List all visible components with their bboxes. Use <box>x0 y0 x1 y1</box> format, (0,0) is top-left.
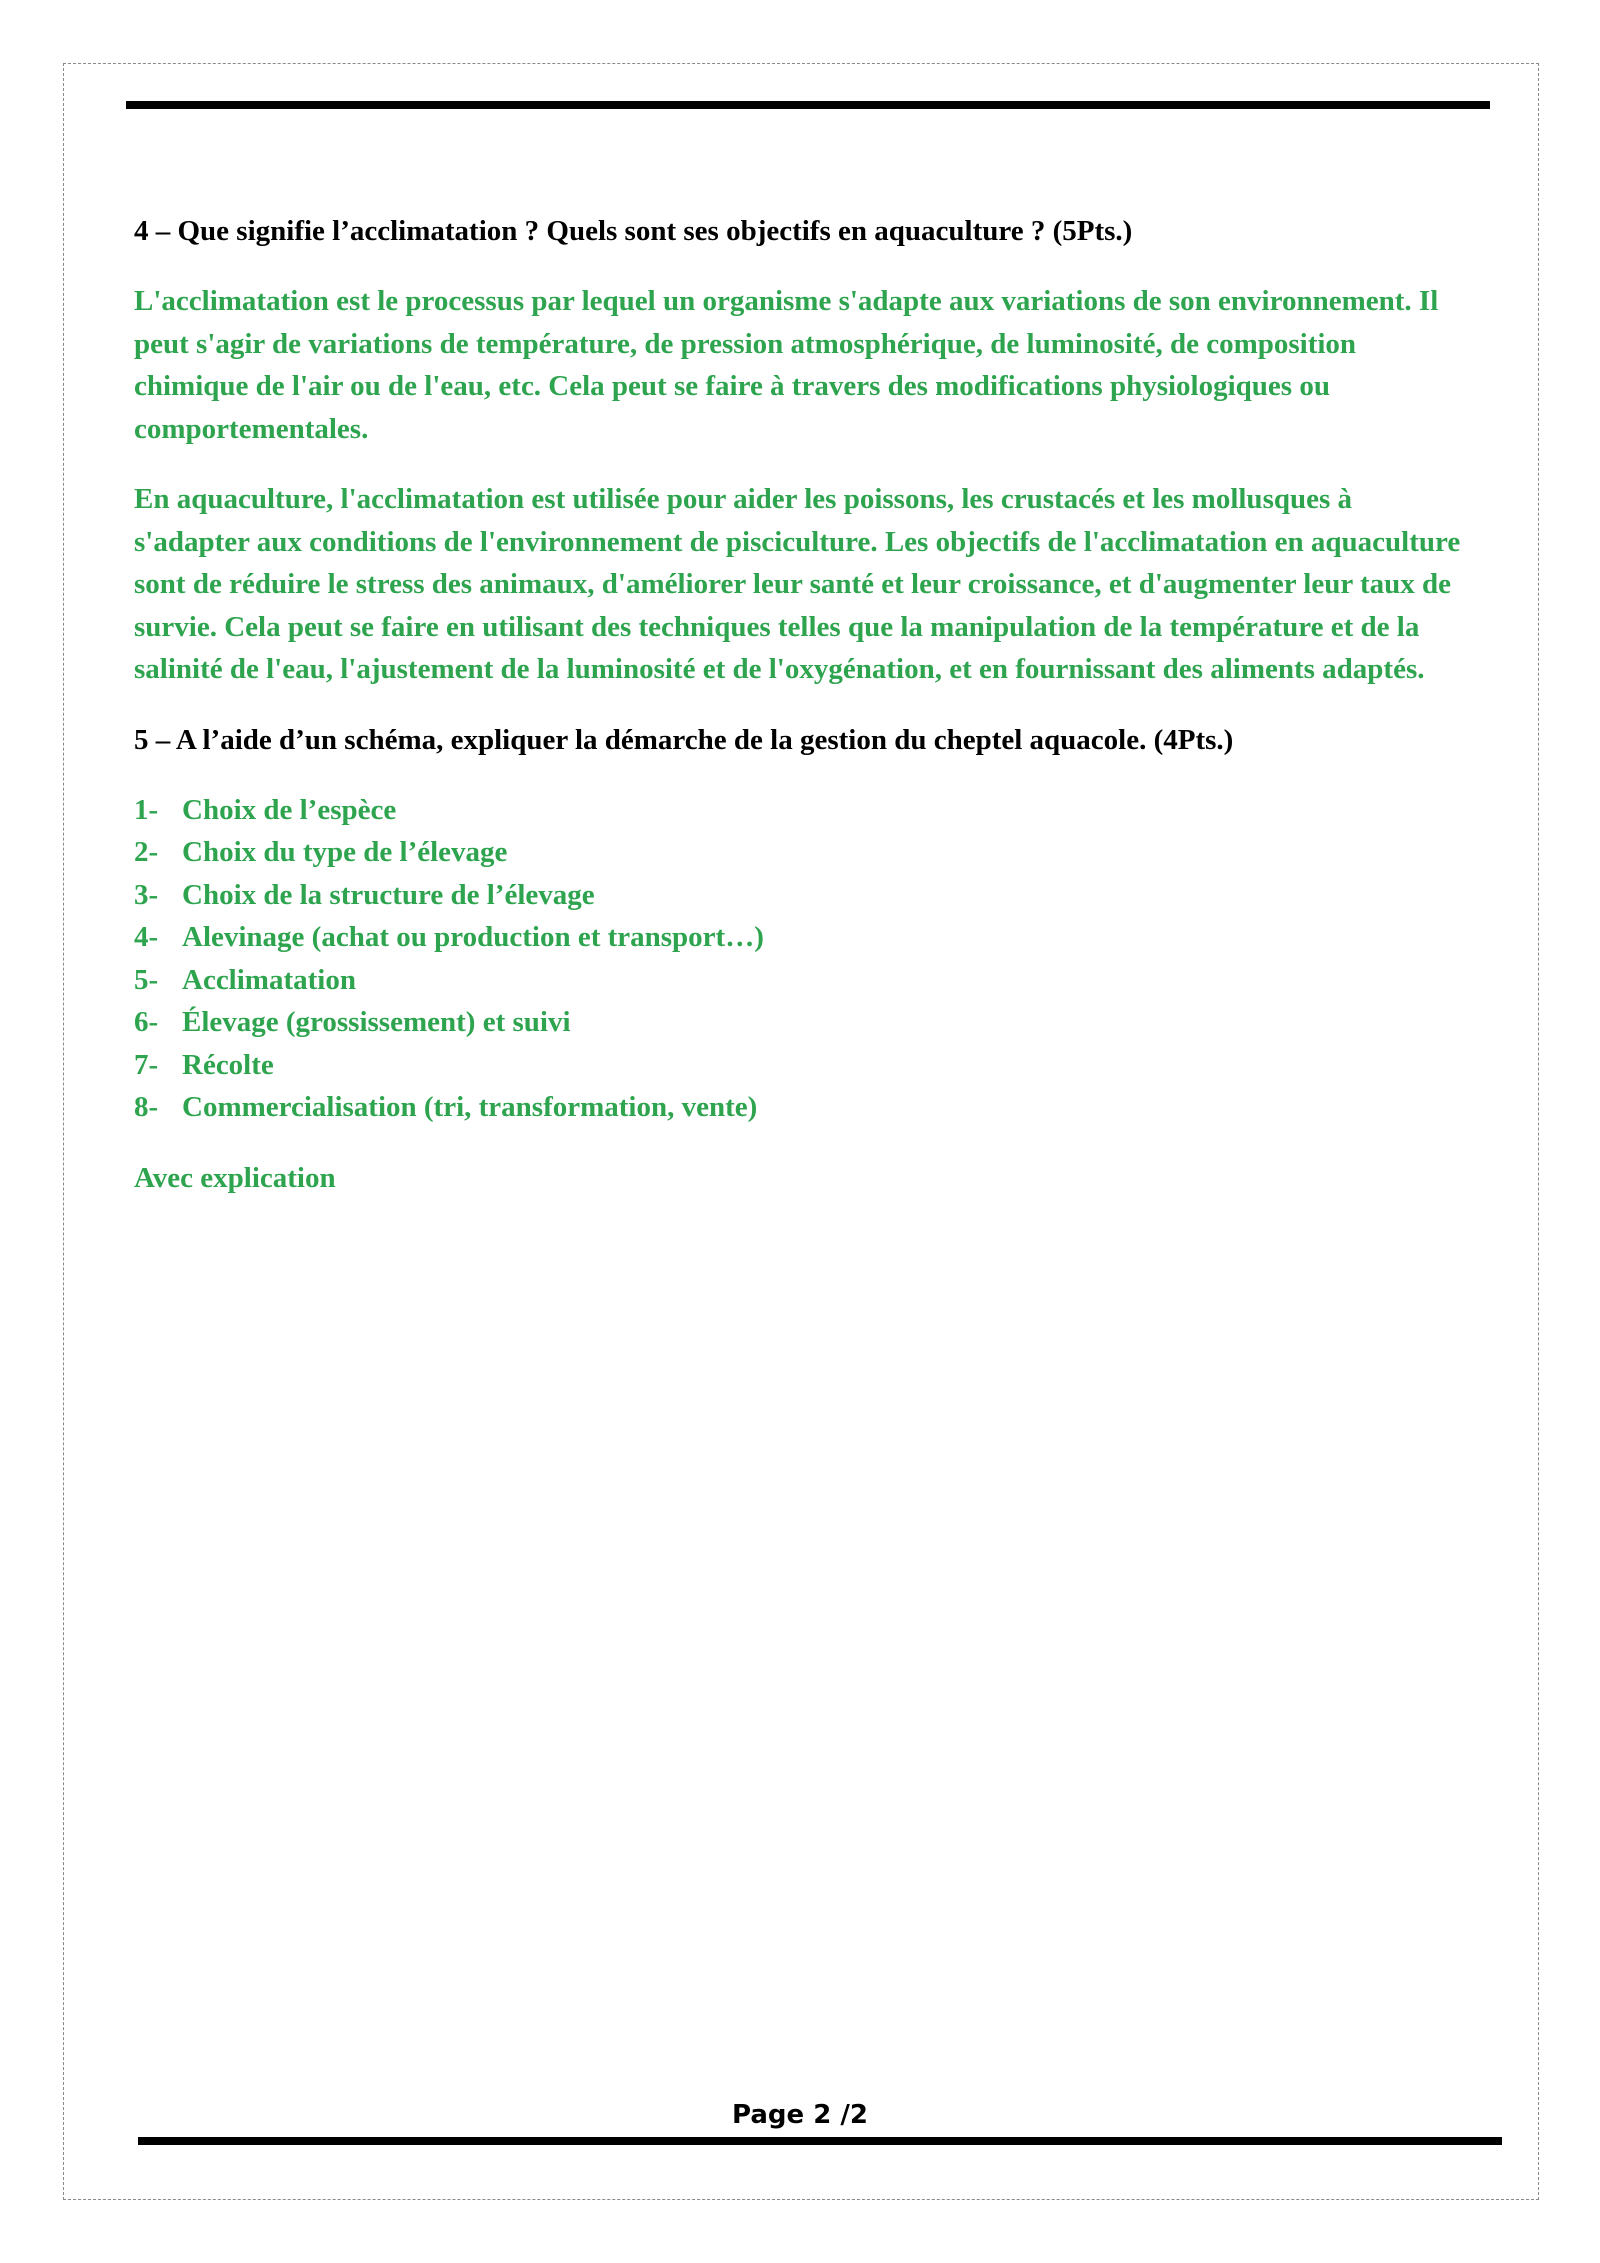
list-item <box>134 916 1464 959</box>
step-label: Choix de l’espèce <box>182 793 397 826</box>
step-label: Acclimatation <box>182 963 356 996</box>
step-number: 5- <box>134 963 159 996</box>
step-label: Récolte <box>182 1048 274 1081</box>
answer-4-paragraph-2: En aquaculture, l'acclimatation est utilisée pour aider les poissons, les crustacés et les mollusques à s'adapter aux conditions de l'environnement de pisciculture. Les objectifs de l'acclimatation en aquaculture sont de réduire le stress des animaux, d'améliorer leur santé et leur croissance, et d'augmenter leur taux de survie. Cela peut se faire en utilisant des techniques telles que la manipulation de la température et de la salinité de l'eau, l'ajustement de la luminosité et de l'oxygénation, et en fournissant des aliments adaptés. <box>134 483 1461 685</box>
answer-5-note: Avec explication <box>134 1161 336 1194</box>
step-number: 1- <box>134 793 159 826</box>
question-4: 4 – Que signifie l’acclimatation ? Quels sont ses objectifs en aquaculture ? (5Pts.) <box>134 215 1133 247</box>
step-label: Choix de la structure de l’élevage <box>182 878 595 911</box>
step-label: Commercialisation (tri, transformation, vente) <box>182 1091 758 1123</box>
list-item <box>134 831 1464 874</box>
step-number: 6- <box>134 1006 159 1038</box>
header-rule <box>126 101 1490 109</box>
list-item <box>134 959 1464 1002</box>
list-item <box>134 1001 1464 1044</box>
page-number: Page 2 /2 <box>732 2100 868 2130</box>
page-content <box>134 210 1464 1199</box>
step-number: 2- <box>134 836 159 868</box>
step-label: Élevage (grossissement) et suivi <box>182 1006 571 1038</box>
step-number: 4- <box>134 921 159 953</box>
step-number: 8- <box>134 1091 159 1123</box>
step-number: 7- <box>134 1048 159 1081</box>
footer-rule <box>138 2137 1502 2145</box>
step-label: Alevinage (achat ou production et transport…) <box>182 921 764 953</box>
list-item <box>134 874 1464 917</box>
step-number: 3- <box>134 878 159 911</box>
step-label: Choix du type de l’élevage <box>182 836 508 868</box>
list-item <box>134 1044 1464 1087</box>
question-5: 5 – A l’aide d’un schéma, expliquer la démarche de la gestion du cheptel aquacole. (4Pts.) <box>134 723 1234 756</box>
answer-4-paragraph-1: L'acclimatation est le processus par lequel un organisme s'adapte aux variations de son environnement. Il peut s'agir de variations de température, de pression atmosphérique, de luminosité, de composition chimique de l'air ou de l'eau, etc. Cela peut se faire à travers des modifications physiologiques ou comportementales. <box>134 285 1439 445</box>
management-steps-list <box>134 789 1464 1129</box>
list-item <box>134 1086 1464 1129</box>
list-item <box>134 789 1464 832</box>
